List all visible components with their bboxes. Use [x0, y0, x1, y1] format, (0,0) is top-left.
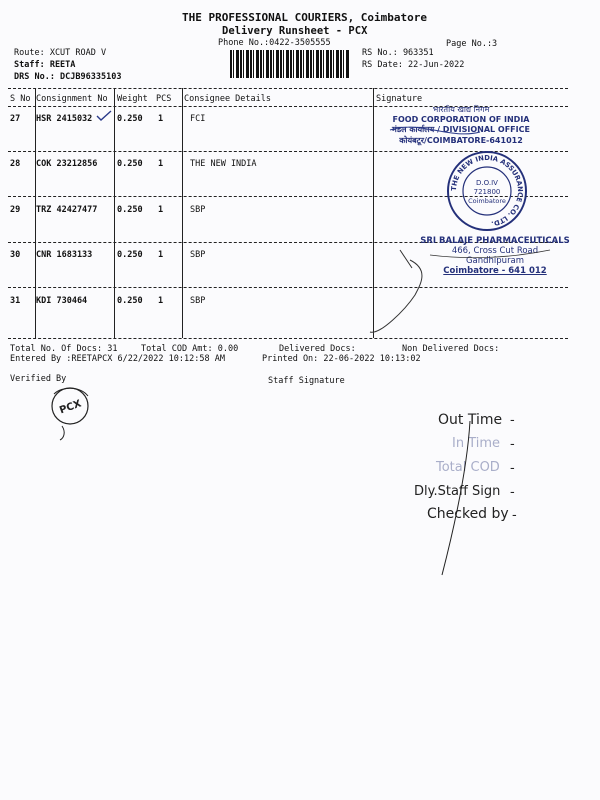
col-header-sno: S No: [10, 94, 31, 104]
in-time-sep: -: [510, 437, 515, 452]
side-signature-stroke: [430, 415, 510, 585]
row-consignment: TRZ 42427477: [36, 205, 98, 215]
col-header-weight: Weight: [117, 94, 148, 104]
col-divider: [114, 88, 115, 338]
row-pcs: 1: [158, 159, 164, 169]
row-weight: 0.250: [117, 205, 143, 215]
row-pcs: 1: [158, 114, 164, 124]
staff-signature: Staff Signature: [268, 376, 345, 386]
total-cod-sep: -: [510, 461, 515, 476]
col-header-consignee: Consignee Details: [184, 94, 271, 104]
col-header-signature: Signature: [376, 94, 423, 104]
fci-stamp-line1: FOOD CORPORATION OF INDIA: [392, 115, 530, 124]
row-consignee: SBP: [190, 205, 206, 215]
sbp-stamp-line2: 466, Cross Cut Road: [451, 246, 539, 256]
row-sno: 29: [10, 205, 21, 215]
total-docs: Total No. Of Docs: 31: [10, 344, 118, 354]
pcx-seal: [42, 382, 98, 442]
runsheet-title: Delivery Runsheet - PCX: [222, 25, 368, 37]
fci-stamp-hindi: भारतीय खाद्य निगम: [432, 105, 490, 114]
staff: Staff: REETA: [14, 60, 76, 70]
verified-by: Verified By: [10, 374, 67, 384]
dly-staff-sign-label: Dly.Staff Sign: [414, 484, 501, 499]
dly-staff-sign-sep: -: [510, 485, 515, 500]
row-sno: 28: [10, 159, 21, 169]
page-number: Page No.:3: [446, 39, 498, 49]
out-time-label: Out Time: [438, 412, 503, 428]
sbp-stamp-line4: Coimbatore - 641 012: [443, 266, 547, 276]
new-india-seal-ring-text: THE NEW INDIA ASSURANCE CO. LTD.: [449, 153, 525, 228]
signature-scribble: [360, 110, 560, 340]
check-icon: [96, 110, 112, 122]
row-consignee: THE NEW INDIA: [190, 159, 257, 169]
route: Route: XCUT ROAD V: [14, 48, 107, 58]
fci-stamp-line3: कोयंबटूर/COIMBATORE-641012: [399, 136, 523, 145]
in-time-label: In Time: [452, 436, 501, 451]
checked-by-label: Checked by: [427, 506, 509, 522]
row-sno: 30: [10, 250, 21, 260]
row-consignment: KDI 730464: [36, 296, 88, 306]
row-consignment: COK 23212856: [36, 159, 98, 169]
row-weight: 0.250: [117, 296, 143, 306]
phone-number: Phone No.:0422-3505555: [218, 38, 331, 48]
company-title: THE PROFESSIONAL COURIERS, Coimbatore: [182, 11, 428, 24]
row-pcs: 1: [158, 296, 164, 306]
row-pcs: 1: [158, 250, 164, 260]
fci-stamp-line2: मंडल कार्यालय / DIVISIONAL OFFICE: [392, 125, 530, 134]
sbp-stamp-line1: SRI BALAJE PHARMACEUTICALS: [420, 236, 570, 246]
new-india-seal-line1: D.O.IV: [476, 179, 498, 187]
non-delivered-docs: Non Delivered Docs:: [402, 344, 500, 354]
total-cod-label: Total COD: [436, 460, 500, 475]
row-weight: 0.250: [117, 250, 143, 260]
checked-by-sep: -: [512, 508, 517, 523]
row-consignee: SBP: [190, 250, 206, 260]
sbp-stamp-line3: Gandhipuram: [465, 256, 525, 266]
drs-number: DRS No.: DCJB96335103: [14, 72, 122, 82]
row-pcs: 1: [158, 205, 164, 215]
row-consignee: FCI: [190, 114, 206, 124]
row-weight: 0.250: [117, 159, 143, 169]
col-divider: [182, 88, 183, 338]
row-weight: 0.250: [117, 114, 143, 124]
table-top-rule: [8, 88, 568, 89]
total-cod: Total COD Amt: 0.00: [141, 344, 239, 354]
rs-date: RS Date: 22-Jun-2022: [362, 60, 465, 70]
row-sno: 27: [10, 114, 21, 124]
new-india-seal-line2: 721800: [473, 188, 501, 196]
row-sno: 31: [10, 296, 21, 306]
rs-number: RS No.: 963351: [362, 48, 434, 58]
col-header-consignment: Consignment No: [36, 94, 108, 104]
row-consignment: CNR 1683133: [36, 250, 93, 260]
barcode: [230, 50, 350, 78]
pcx-seal-text: PCX: [58, 398, 83, 417]
delivered-docs: Delivered Docs:: [279, 344, 356, 354]
printed-on: Printed On: 22-06-2022 10:13:02: [262, 354, 421, 364]
row-consignment: HSR 2415032: [36, 114, 93, 124]
row-consignee: SBP: [190, 296, 206, 306]
new-india-seal-line3: Coimbatore: [468, 197, 506, 205]
out-time-sep: -: [510, 413, 515, 428]
entered-by: Entered By :REETAPCX 6/22/2022 10:12:58 AM: [10, 354, 225, 364]
col-header-pcs: PCS: [156, 94, 172, 104]
